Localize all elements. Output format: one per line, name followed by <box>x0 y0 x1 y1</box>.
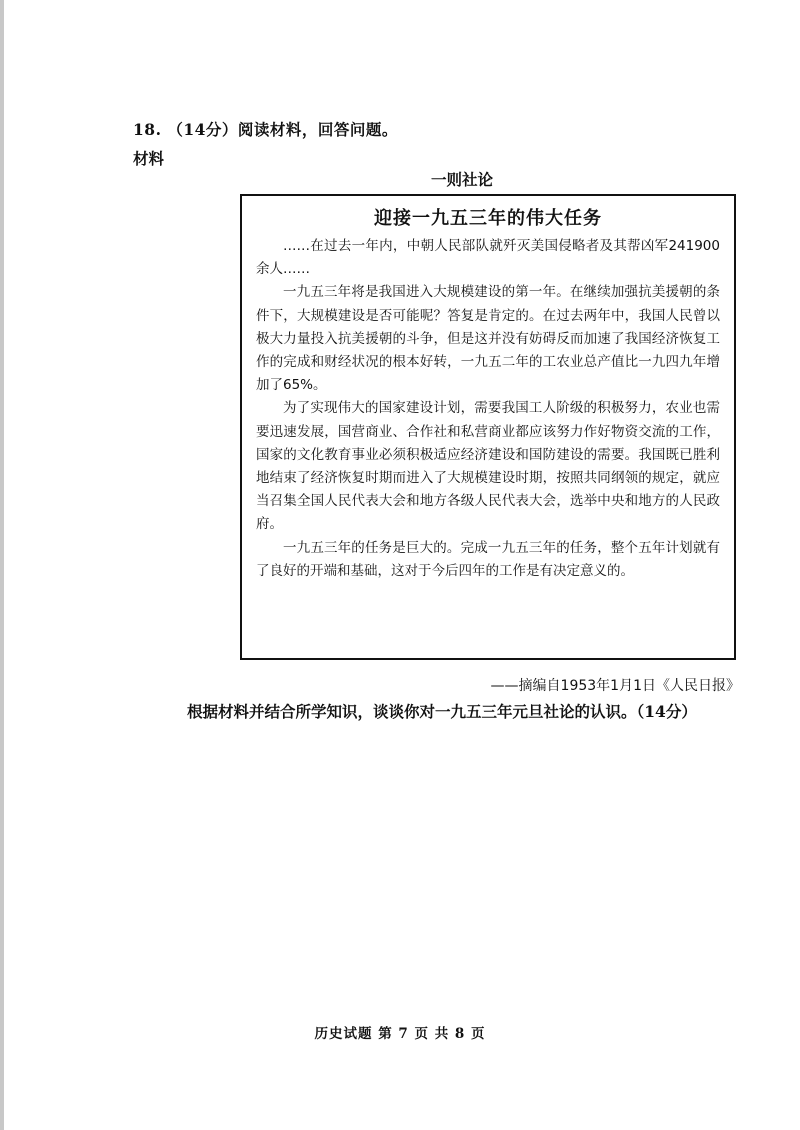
passage-title: 迎接一九五三年的伟大任务 <box>374 208 602 229</box>
editorial-label: 一则社论 <box>431 170 494 189</box>
material-label: 材料 <box>133 149 165 168</box>
passage-paragraph: 为了实现伟大的国家建设计划，需要我国工人阶级的积极努力，农业也需要迅速发展，国营商业、合作社和私营商业都应该努力作好物资交流的工作，国家的文化教育事业必须积极适应经济建设和国防建设的需要。我国既已胜利地结束了经济恢复时期而进入了大规模建设时期，按照共同纲领的规定，就应当召集全国人民代表大会和地方各级人民代表大会，选举中央和地方的人民政府。 <box>256 400 720 533</box>
page-footer: 历史试题 第 7 页 共 8 页 <box>314 1026 486 1042</box>
question-prompt: 根据材料并结合所学知识，谈谈你对一九五三年元旦社论的认识。（14分） <box>187 702 697 721</box>
question-header: 18. （14分）阅读材料，回答问题。 <box>133 120 398 139</box>
passage-paragraph: 一九五三年的任务是巨大的。完成一九五三年的任务，整个五年计划就有了良好的开端和基础，这对于今后四年的工作是有决定意义的。 <box>256 539 720 579</box>
passage-paragraph: ……在过去一年内，中朝人民部队就歼灭美国侵略者及其帮凶军241900余人…… <box>256 238 720 278</box>
passage-paragraph: 一九五三年将是我国进入大规模建设的第一年。在继续加强抗美援朝的条件下，大规模建设是否可能呢？答复是肯定的。在过去两年中，我国人民曾以极大力量投入抗美援朝的斗争，但是这并没有妨碍反而加速了我国经济恢复工作的完成和财经状况的根本好转，一九五二年的工农业总产值比一九四九年增加了65%。 <box>256 284 720 394</box>
page-edge <box>0 0 4 1130</box>
passage-box <box>240 194 736 660</box>
source-citation: ——摘编自1953年1月1日《人民日报》 <box>490 678 740 694</box>
